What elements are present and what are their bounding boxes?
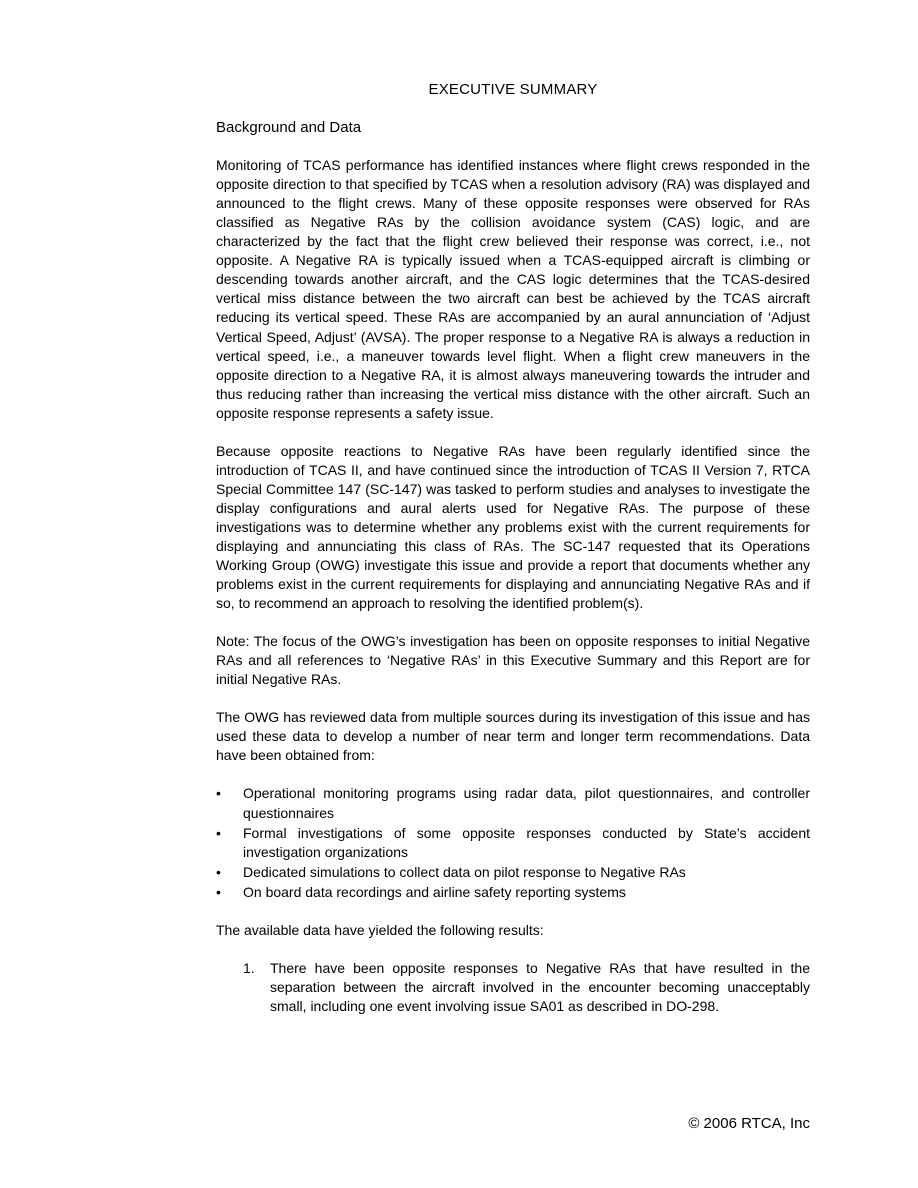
list-item xyxy=(216,784,810,822)
page-title: EXECUTIVE SUMMARY xyxy=(428,81,598,98)
paragraph-tasking: Because opposite reactions to Negative RAs have been regularly identified since the introduction of TCAS II, and have continued since the introduction of TCAS II Version 7, RTCA Special Committee 147 (SC-147) was tasked to perform studies and analyses to investigate the display configurations and aural alerts used for Negative RAs. The purpose of these investigations was to determine whether any problems exist with the current requirements for displaying and annunciating this class of RAs. The SC-147 requested that its Operations Working Group (OWG) investigate this issue and provide a report that documents whether any problems exist in the current requirements for displaying and annunciating Negative RAs and if so, to recommend an approach to resolving the identified problem(s). xyxy=(216,442,810,612)
list-item-text: On board data recordings and airline safety reporting systems xyxy=(243,883,626,900)
bullet-icon: • xyxy=(216,785,221,802)
paragraph-data-sources-intro: The OWG has reviewed data from multiple sources during its investigation of this issue and has used these data to develop a number of near term and longer term recommendations. Data have been obtained from: xyxy=(216,709,810,764)
bullet-icon: • xyxy=(216,824,221,841)
list-item xyxy=(216,863,810,882)
paragraph-note: Note: The focus of the OWG’s investigation has been on opposite responses to initial Negative RAs and all references to ‘Negative RAs’ in this Executive Summary and this Report are for initial Negative RAs. xyxy=(216,633,810,688)
list-item-text: Formal investigations of some opposite responses conducted by State’s accident investigation organizations xyxy=(243,824,810,860)
list-item-text: Dedicated simulations to collect data on pilot response to Negative RAs xyxy=(243,863,686,880)
list-item xyxy=(216,824,810,862)
paragraph-background: Monitoring of TCAS performance has identified instances where flight crews responded in the opposite direction to that specified by TCAS when a resolution advisory (RA) was displayed and announced to the flight crews. Many of these opposite responses were observed for RAs classified as Negative RAs by the collision avoidance system (CAS) logic, and are characterized by the fact that the flight crew believed their response was correct, i.e., not opposite. A Negative RA is typically issued when a TCAS-equipped aircraft is climbing or descending towards another aircraft, and the CAS logic determines that the TCAS-desired vertical miss distance between the two aircraft can best be achieved by the TCAS aircraft reducing its vertical speed. These RAs are accompanied by an aural annunciation of ‘Adjust Vertical Speed, Adjust’ (AVSA). The proper response to a Negative RA is always a reduction in vertical speed, i.e., a maneuver towards level flight. When a flight crew maneuvers in the opposite direction to a Negative RA, it is almost always maneuvering towards the intruder and thus reducing rather than increasing the vertical miss distance with the other aircraft. Such an opposite response represents a safety issue. xyxy=(216,157,810,421)
list-item-text: Operational monitoring programs using radar data, pilot questionnaires, and controller questionnaires xyxy=(243,785,810,821)
list-item xyxy=(216,883,810,902)
bullet-icon: • xyxy=(216,883,221,900)
data-sources-list xyxy=(216,784,810,901)
section-heading: Background and Data xyxy=(216,119,362,137)
list-item xyxy=(243,959,810,1016)
copyright-footer: © 2006 RTCA, Inc xyxy=(688,1115,810,1132)
document-page xyxy=(216,80,810,1016)
list-item-text: There have been opposite responses to Negative RAs that have resulted in the separation between the aircraft involved in the encounter becoming unacceptably small, including one event involving issue SA01 as described in DO-298. xyxy=(270,959,810,1014)
list-item-number: 1. xyxy=(243,959,255,976)
bullet-icon: • xyxy=(216,863,221,880)
results-list xyxy=(216,959,810,1016)
results-intro: The available data have yielded the following results: xyxy=(216,921,544,938)
